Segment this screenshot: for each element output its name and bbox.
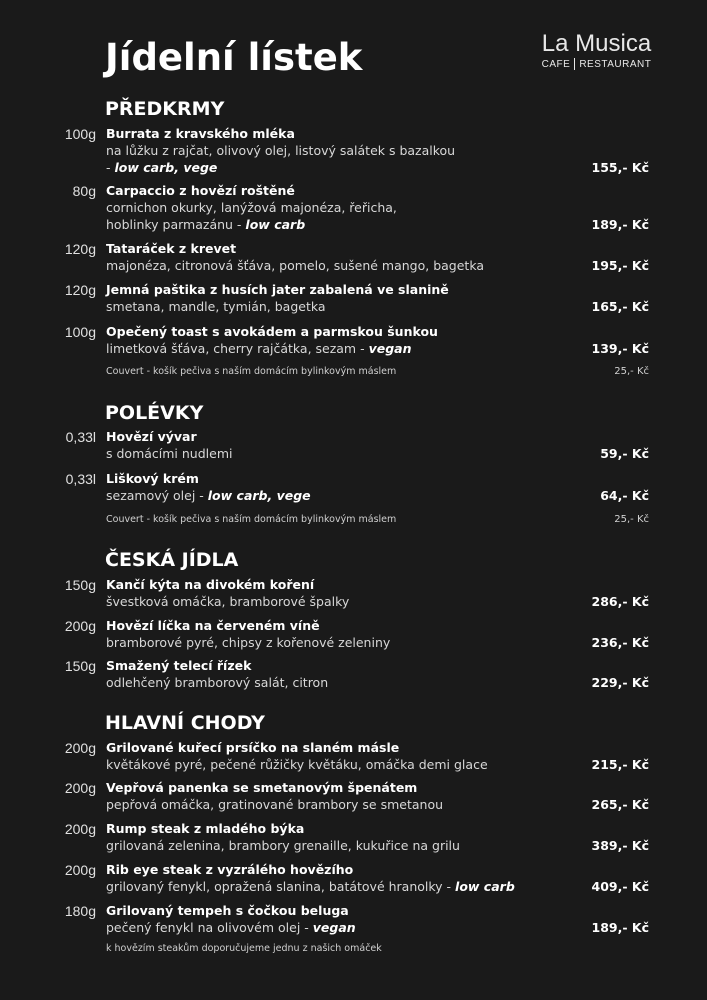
diet-tag: vegan	[312, 920, 356, 935]
item-price: 189,- Kč	[591, 217, 649, 232]
diet-tag: low carb, vege	[207, 488, 311, 503]
item-description: cornichon okurky, lanýžová majonéza, řeřicha,	[106, 200, 397, 215]
item-portion: 150g	[64, 658, 96, 674]
item-description	[106, 920, 356, 935]
item-portion: 120g	[64, 282, 96, 298]
item-description-prefix: pečený fenykl na olivovém olej -	[106, 920, 313, 935]
item-description: odlehčený bramborový salát, citron	[106, 675, 329, 690]
item-price: 236,- Kč	[591, 635, 649, 650]
item-name: Grilované kuřecí prsíčko na slaném másle	[106, 740, 400, 755]
item-price: 409,- Kč	[591, 879, 649, 894]
item-price: 139,- Kč	[591, 341, 649, 356]
item-name: Tataráček z krevet	[106, 241, 237, 256]
item-price: 165,- Kč	[591, 299, 649, 314]
item-description-prefix: -	[106, 160, 115, 175]
item-name: Smažený telecí řízek	[106, 658, 252, 673]
item-portion: 0,33l	[65, 429, 96, 445]
item-name: Jemná paštika z husích jater zabalená ve slanině	[106, 282, 449, 297]
item-name: Kančí kýta na divokém koření	[106, 577, 315, 592]
restaurant-logo	[534, 30, 659, 70]
item-price: 389,- Kč	[591, 838, 649, 853]
item-description: s domácími nudlemi	[106, 446, 233, 461]
item-price: 229,- Kč	[591, 675, 649, 690]
item-description: pepřová omáčka, gratinované brambory se smetanou	[106, 797, 444, 812]
item-portion: 80g	[72, 183, 96, 199]
logo-divider	[574, 58, 575, 70]
item-portion: 200g	[64, 618, 96, 634]
item-description: smetana, mandle, tymián, bagetka	[106, 299, 326, 314]
section-heading-ceska: ČESKÁ JÍDLA	[105, 549, 239, 571]
item-portion: 200g	[64, 740, 96, 756]
section-heading-predkrmy: PŘEDKRMY	[105, 98, 225, 120]
item-description-prefix: sezamový olej -	[106, 488, 208, 503]
page-title: Jídelní lístek	[105, 36, 363, 79]
item-description: grilovaná zelenina, brambory grenaille, kukuřice na grilu	[106, 838, 460, 853]
item-description: květákové pyré, pečené růžičky květáku, omáčka demi glace	[106, 757, 488, 772]
diet-tag: vegan	[368, 341, 412, 356]
couvert-note: Couvert - košík pečiva s naším domácím bylinkovým máslem	[106, 514, 397, 525]
item-price: 189,- Kč	[591, 920, 649, 935]
item-description	[106, 341, 412, 356]
item-name: Hovězí vývar	[106, 429, 197, 444]
couvert-price: 25,- Kč	[614, 366, 649, 377]
item-name: Burrata z kravského mléka	[106, 126, 295, 141]
item-name: Liškový krém	[106, 471, 199, 486]
item-portion: 100g	[64, 126, 96, 142]
item-description: majonéza, citronová šťáva, pomelo, sušené mango, bagetka	[106, 258, 485, 273]
item-description-prefix: limetková šťáva, cherry rajčátka, sezam -	[106, 341, 369, 356]
item-portion: 200g	[64, 862, 96, 878]
item-name: Grilovaný tempeh s čočkou beluga	[106, 903, 349, 918]
diet-tag: low carb, vege	[114, 160, 218, 175]
item-price: 64,- Kč	[600, 488, 649, 503]
item-name: Hovězí líčka na červeném víně	[106, 618, 320, 633]
item-description-prefix: hoblinky parmazánu -	[106, 217, 246, 232]
item-portion: 120g	[64, 241, 96, 257]
diet-tag: low carb	[455, 879, 515, 894]
section-heading-hlavni: HLAVNÍ CHODY	[105, 712, 265, 734]
item-price: 155,- Kč	[591, 160, 649, 175]
item-portion: 0,33l	[65, 471, 96, 487]
item-name: Opečený toast s avokádem a parmskou šunkou	[106, 324, 438, 339]
item-name: Vepřová panenka se smetanovým špenátem	[106, 780, 418, 795]
couvert-note: Couvert - košík pečiva s naším domácím bylinkovým máslem	[106, 366, 397, 377]
item-description: bramborové pyré, chipsy z kořenové zeleniny	[106, 635, 391, 650]
item-description	[106, 488, 311, 503]
item-description	[106, 160, 217, 175]
item-description: švestková omáčka, bramborové špalky	[106, 594, 350, 609]
item-name: Carpaccio z hovězí roštěné	[106, 183, 295, 198]
logo-cafe: CAFE	[541, 58, 571, 70]
item-price: 59,- Kč	[600, 446, 649, 461]
item-portion: 100g	[64, 324, 96, 340]
item-portion: 200g	[64, 780, 96, 796]
item-description	[106, 879, 515, 894]
logo-subtitle	[534, 58, 659, 70]
item-price: 286,- Kč	[591, 594, 649, 609]
item-description-prefix: grilovaný fenykl, opražená slanina, batátové hranolky -	[106, 879, 456, 894]
item-portion: 200g	[64, 821, 96, 837]
item-portion: 150g	[64, 577, 96, 593]
item-portion: 180g	[64, 903, 96, 919]
item-price: 265,- Kč	[591, 797, 649, 812]
diet-tag: low carb	[245, 217, 306, 232]
item-name: Rump steak z mladého býka	[106, 821, 305, 836]
section-heading-polevky: POLÉVKY	[105, 402, 204, 424]
item-name: Rib eye steak z vyzrálého hovězího	[106, 862, 354, 877]
logo-restaurant: RESTAURANT	[579, 58, 652, 70]
couvert-price: 25,- Kč	[614, 514, 649, 525]
item-price: 215,- Kč	[591, 757, 649, 772]
steak-sauce-note: k hovězím steakům doporučujeme jednu z našich omáček	[106, 943, 382, 954]
item-description: na lůžku z rajčat, olivový olej, listový salátek s bazalkou	[106, 143, 456, 158]
logo-name: La Musica	[541, 30, 652, 57]
item-price: 195,- Kč	[591, 258, 649, 273]
item-description	[106, 217, 305, 232]
